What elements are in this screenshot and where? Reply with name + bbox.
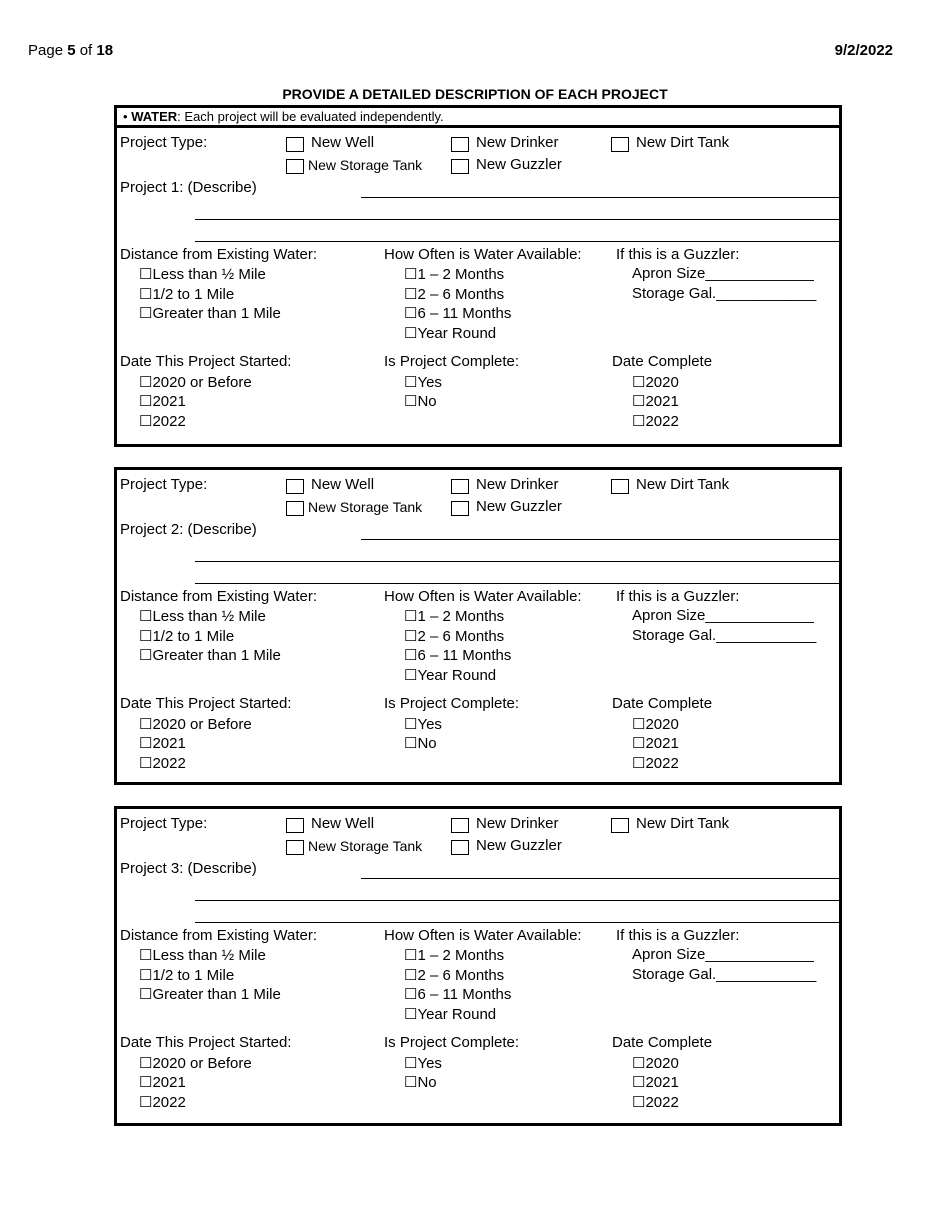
new-well-checkbox[interactable]: [286, 137, 304, 152]
project-type-label: Project Type:: [120, 476, 208, 493]
new-guzzler-label: New Guzzler: [476, 156, 562, 173]
new-storage-tank-label: New Storage Tank: [308, 157, 423, 173]
project-describe-label: Project 2: (Describe): [120, 521, 257, 538]
frequency-option[interactable]: ☐1 – 2 Months: [404, 266, 505, 283]
started-option[interactable]: ☐2021: [139, 1074, 186, 1091]
project-type-label: Project Type:: [120, 134, 208, 151]
new-dirt-tank-label: New Dirt Tank: [636, 134, 730, 151]
complete-option[interactable]: ☐No: [404, 735, 437, 752]
frequency-option[interactable]: ☐6 – 11 Months: [404, 647, 512, 664]
water-frequency-label: How Often is Water Available:: [384, 927, 582, 944]
distance-option[interactable]: ☐Greater than 1 Mile: [139, 305, 281, 322]
new-guzzler-checkbox[interactable]: [451, 501, 469, 516]
date-complete-label: Date Complete: [612, 695, 713, 712]
started-option[interactable]: ☐2020 or Before: [139, 716, 252, 733]
project-1-section: [114, 125, 842, 447]
frequency-option[interactable]: ☐1 – 2 Months: [404, 947, 505, 964]
distance-label: Distance from Existing Water:: [120, 927, 317, 944]
new-dirt-tank-checkbox[interactable]: [611, 479, 629, 494]
frequency-option[interactable]: ☐1 – 2 Months: [404, 608, 505, 625]
distance-label: Distance from Existing Water:: [120, 588, 317, 605]
frequency-option[interactable]: ☐Year Round: [404, 325, 497, 342]
guzzler-label: If this is a Guzzler:: [616, 246, 740, 263]
project-complete-label: Is Project Complete:: [384, 353, 520, 370]
describe-line-3[interactable]: [195, 922, 839, 923]
date-complete-label: Date Complete: [612, 353, 713, 370]
page-current: 5: [67, 42, 76, 59]
started-option[interactable]: ☐2021: [139, 735, 186, 752]
distance-option[interactable]: ☐1/2 to 1 Mile: [139, 286, 235, 303]
new-guzzler-checkbox[interactable]: [451, 840, 469, 855]
project-3-section: [114, 806, 842, 1126]
storage-gal-field[interactable]: Storage Gal.____________: [632, 285, 817, 302]
new-guzzler-checkbox[interactable]: [451, 159, 469, 174]
new-drinker-checkbox[interactable]: [451, 137, 469, 152]
project-describe-label: Project 3: (Describe): [120, 860, 257, 877]
frequency-option[interactable]: ☐6 – 11 Months: [404, 305, 512, 322]
water-label: WATER: [131, 109, 178, 124]
distance-option[interactable]: ☐1/2 to 1 Mile: [139, 628, 235, 645]
date-complete-label: Date Complete: [612, 1034, 713, 1051]
date-started-label: Date This Project Started:: [120, 1034, 292, 1051]
apron-size-field[interactable]: Apron Size_____________: [632, 946, 814, 963]
water-frequency-label: How Often is Water Available:: [384, 588, 582, 605]
new-well-label: New Well: [311, 476, 375, 493]
new-well-label: New Well: [311, 815, 375, 832]
new-well-checkbox[interactable]: [286, 818, 304, 833]
new-dirt-tank-checkbox[interactable]: [611, 818, 629, 833]
project-describe-label: Project 1: (Describe): [120, 179, 257, 196]
date-started-label: Date This Project Started:: [120, 353, 292, 370]
page-prefix: Page: [28, 42, 68, 59]
describe-line-3[interactable]: [195, 241, 839, 242]
new-dirt-tank-label: New Dirt Tank: [636, 815, 730, 832]
describe-line-2[interactable]: [195, 561, 839, 562]
complete-option[interactable]: ☐Yes: [404, 374, 442, 391]
project-type-label: Project Type:: [120, 815, 208, 832]
bullet: •: [123, 109, 128, 124]
date-complete-option[interactable]: ☐2020: [632, 374, 679, 391]
distance-option[interactable]: ☐Greater than 1 Mile: [139, 986, 281, 1003]
new-well-label: New Well: [311, 134, 375, 151]
page-date: 9/2/2022: [834, 42, 893, 59]
guzzler-label: If this is a Guzzler:: [616, 588, 740, 605]
frequency-option[interactable]: ☐Year Round: [404, 667, 497, 684]
date-complete-option[interactable]: ☐2022: [632, 755, 679, 772]
started-option[interactable]: ☐2022: [139, 1094, 186, 1111]
new-drinker-label: New Drinker: [476, 476, 559, 493]
storage-gal-field[interactable]: Storage Gal.____________: [632, 966, 817, 983]
water-note: [114, 105, 842, 127]
frequency-option[interactable]: ☐Year Round: [404, 1006, 497, 1023]
date-complete-option[interactable]: ☐2021: [632, 735, 679, 752]
new-drinker-label: New Drinker: [476, 815, 559, 832]
distance-option[interactable]: ☐Less than ½ Mile: [139, 947, 266, 964]
new-dirt-tank-checkbox[interactable]: [611, 137, 629, 152]
new-drinker-label: New Drinker: [476, 134, 559, 151]
new-storage-tank-checkbox[interactable]: [286, 159, 304, 174]
page-total: 18: [96, 42, 114, 59]
apron-size-field[interactable]: Apron Size_____________: [632, 607, 814, 624]
started-option[interactable]: ☐2020 or Before: [139, 1055, 252, 1072]
frequency-option[interactable]: ☐2 – 6 Months: [404, 286, 505, 303]
new-dirt-tank-label: New Dirt Tank: [636, 476, 730, 493]
started-option[interactable]: ☐2020 or Before: [139, 374, 252, 391]
new-storage-tank-checkbox[interactable]: [286, 840, 304, 855]
storage-gal-field[interactable]: Storage Gal.____________: [632, 627, 817, 644]
describe-line-2[interactable]: [195, 219, 839, 220]
distance-option[interactable]: ☐1/2 to 1 Mile: [139, 967, 235, 984]
distance-option[interactable]: ☐Greater than 1 Mile: [139, 647, 281, 664]
date-complete-option[interactable]: ☐2021: [632, 1074, 679, 1091]
describe-line-1[interactable]: [361, 878, 839, 879]
complete-option[interactable]: ☐No: [404, 1074, 437, 1091]
started-option[interactable]: ☐2022: [139, 755, 186, 772]
distance-option[interactable]: ☐Less than ½ Mile: [139, 266, 266, 283]
page-of: of: [75, 42, 97, 59]
date-complete-option[interactable]: ☐2022: [632, 413, 679, 430]
started-option[interactable]: ☐2021: [139, 393, 186, 410]
page-number: [28, 42, 113, 59]
water-frequency-label: How Often is Water Available:: [384, 246, 582, 263]
date-complete-option[interactable]: ☐2021: [632, 393, 679, 410]
date-complete-option[interactable]: ☐2020: [632, 716, 679, 733]
apron-size-field[interactable]: Apron Size_____________: [632, 265, 814, 282]
new-guzzler-label: New Guzzler: [476, 837, 562, 854]
date-complete-option[interactable]: ☐2022: [632, 1094, 679, 1111]
new-drinker-checkbox[interactable]: [451, 479, 469, 494]
new-storage-tank-label: New Storage Tank: [308, 838, 423, 854]
guzzler-label: If this is a Guzzler:: [616, 927, 740, 944]
complete-option[interactable]: ☐No: [404, 393, 437, 410]
new-storage-tank-checkbox[interactable]: [286, 501, 304, 516]
distance-option[interactable]: ☐Less than ½ Mile: [139, 608, 266, 625]
project-complete-label: Is Project Complete:: [384, 1034, 520, 1051]
page-title: PROVIDE A DETAILED DESCRIPTION OF EACH PROJECT: [282, 86, 668, 102]
project-2-section: [114, 467, 842, 785]
water-note-text: : Each project will be evaluated independently.: [177, 109, 444, 124]
frequency-option[interactable]: ☐2 – 6 Months: [404, 628, 505, 645]
date-started-label: Date This Project Started:: [120, 695, 292, 712]
new-drinker-checkbox[interactable]: [451, 818, 469, 833]
describe-line-1[interactable]: [361, 539, 839, 540]
project-complete-label: Is Project Complete:: [384, 695, 520, 712]
complete-option[interactable]: ☐Yes: [404, 716, 442, 733]
distance-label: Distance from Existing Water:: [120, 246, 317, 263]
frequency-option[interactable]: ☐2 – 6 Months: [404, 967, 505, 984]
started-option[interactable]: ☐2022: [139, 413, 186, 430]
new-storage-tank-label: New Storage Tank: [308, 499, 423, 515]
frequency-option[interactable]: ☐6 – 11 Months: [404, 986, 512, 1003]
describe-line-3[interactable]: [195, 583, 839, 584]
new-guzzler-label: New Guzzler: [476, 498, 562, 515]
date-complete-option[interactable]: ☐2020: [632, 1055, 679, 1072]
new-well-checkbox[interactable]: [286, 479, 304, 494]
complete-option[interactable]: ☐Yes: [404, 1055, 442, 1072]
describe-line-1[interactable]: [361, 197, 839, 198]
describe-line-2[interactable]: [195, 900, 839, 901]
